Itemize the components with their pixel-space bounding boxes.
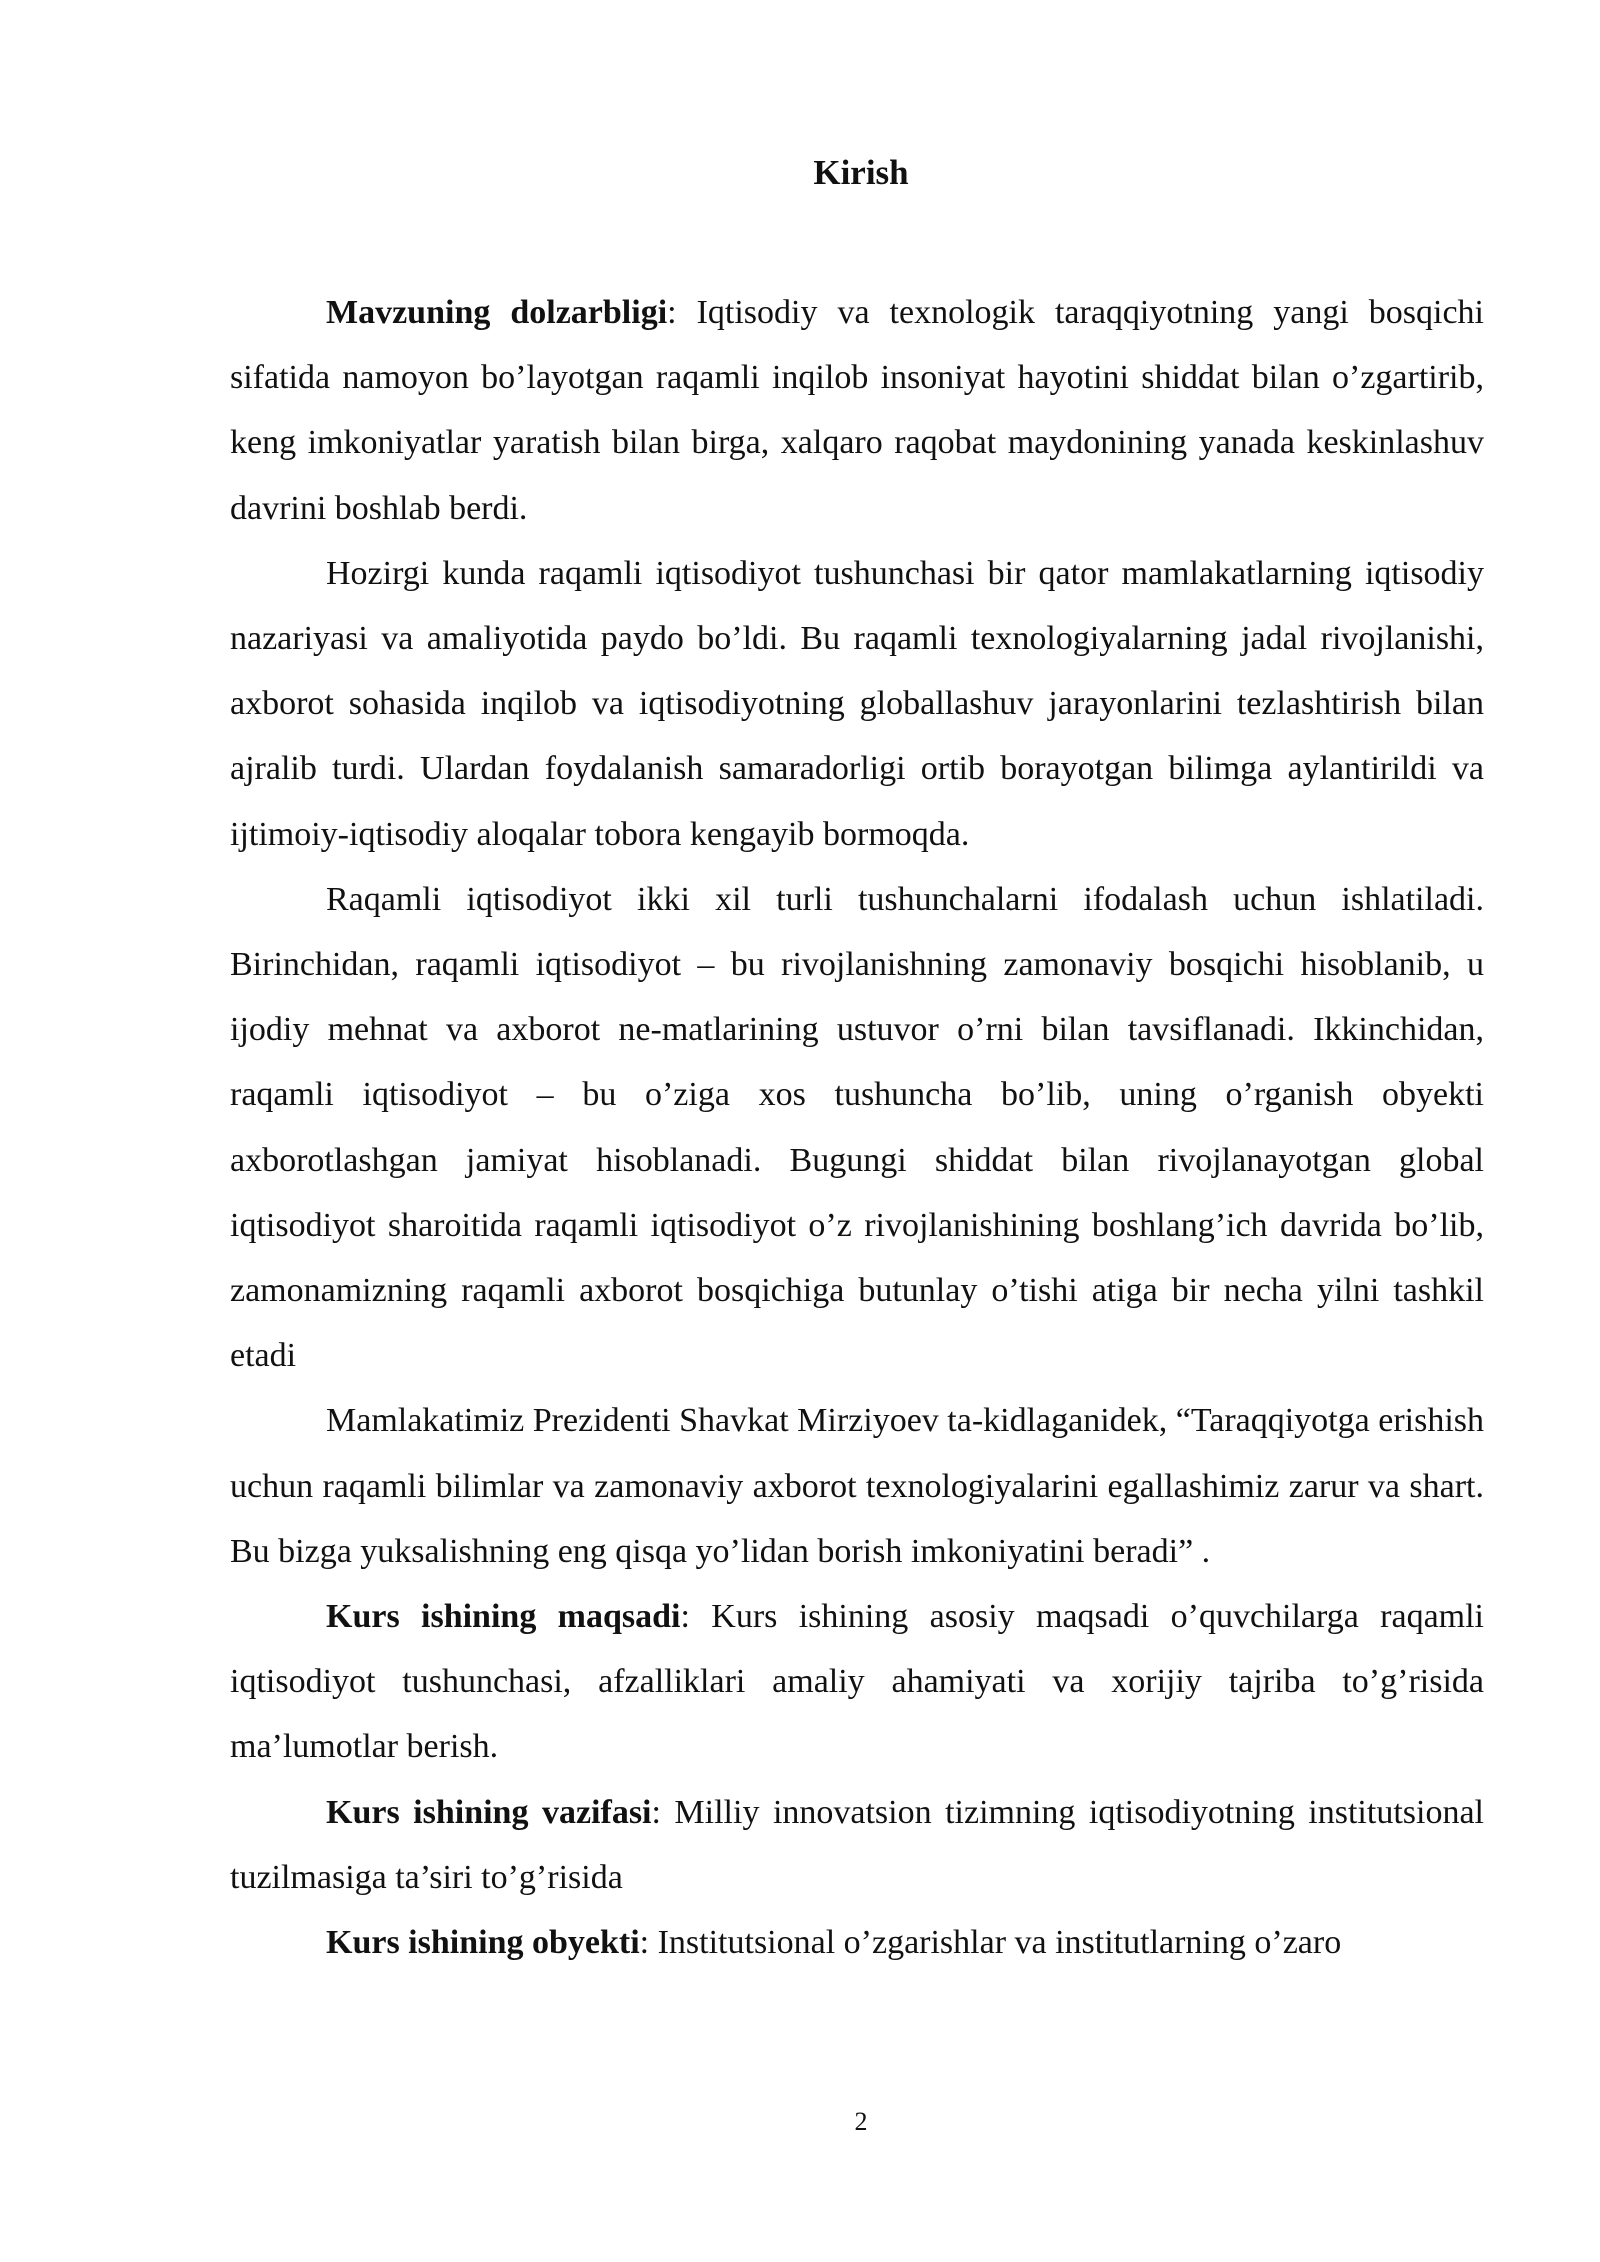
paragraph-label: Kurs ishining obyekti <box>326 1924 640 1962</box>
page-title: Kirish <box>813 153 909 192</box>
paragraph-label: Kurs ishining maqsadi <box>326 1598 681 1636</box>
paragraph-text: : Kurs ishining asosiy maqsadi o’quvchilarga raqamli iqtisodiyot tushunchasi, afzalliklari amaliy ahamiyati va xorijiy tajriba to’g’risida ma’lumotlar berish. <box>230 1598 1485 1766</box>
paragraph-text: : Milliy innovatsion tizimning iqtisodiyotning institutsional tuzilmasiga ta’siri to’g’risida <box>230 1793 1484 1896</box>
paragraph-goal <box>230 1584 1484 1780</box>
paragraph-task <box>230 1780 1484 1910</box>
paragraph-object <box>230 1910 1484 1975</box>
paragraph <box>230 867 1484 1389</box>
paragraph-text: Mamlakatimiz Prezidenti Shavkat Mirziyoev ta-kidlaganidek, “Taraqqiyotga erishish uchun raqamli bilimlar va zamonaviy axborot texnologiyalarini egallashimiz zarur va shart. Bu bizga yuksalishning eng qisqa yo’lidan borish imkoniyatini beradi” . <box>230 1402 1484 1570</box>
document-body <box>230 280 1484 1975</box>
page-number: 2 <box>854 2107 868 2136</box>
paragraph <box>230 541 1484 867</box>
paragraph-label: Kurs ishining vazifasi <box>326 1793 652 1831</box>
paragraph-relevance <box>230 280 1484 541</box>
paragraph-label: Mavzuning dolzarbligi <box>326 294 668 331</box>
paragraph-text: Hozirgi kunda raqamli iqtisodiyot tushunchasi bir qator mamlakatlarning iqtisodiy nazariyasi va amaliyotida paydo bo’ldi. Bu raqamli texnologiyalarning jadal rivojlanishi, axborot sohasida inqilob va iqtisodiyotning globallashuv jarayonlarini tezlashtirish bilan ajralib turdi. Ulardan foydalanish samaradorligi ortib borayotgan bilimga aylantirildi va ijtimoiy-iqtisodiy aloqalar tobora kengayib bormoqda. <box>230 554 1484 853</box>
paragraph-text: : Iqtisodiy va texnologik taraqqiyotning yangi bosqichi sifatida namoyon bo’layotgan raqamli inqilob insoniyat hayotini shiddat bilan o’zgartirib, keng imkoniyatlar yaratish bilan birga, xalqaro raqobat maydonining yanada keskinlashuv davrini boshlab berdi. <box>230 294 1485 527</box>
paragraph-text: Raqamli iqtisodiyot ikki xil turli tushunchalarni ifodalash uchun ishlatiladi. Birinchidan, raqamli iqtisodiyot – bu rivojlanishning zamonaviy bosqichi hisoblanib, u ijodiy mehnat va axborot ne-matlarining ustuvor o’rni bilan tavsiflanadi. Ikkinchidan, raqamli iqtisodiyot – bu o’ziga xos tushuncha bo’lib, uning o’rganish obyekti axborotlashgan jamiyat hisoblanadi. Bugungi shiddat bilan rivojlanayotgan global iqtisodiyot sharoitida raqamli iqtisodiyot o’z rivojlanishining boshlang’ich davrida bo’lib, zamonamizning raqamli axborot bosqichiga butunlay o’tishi atiga bir necha yilni tashkil etadi <box>230 880 1484 1375</box>
paragraph-text: : Institutsional o’zgarishlar va institutlarning o’zaro <box>639 1924 1342 1962</box>
paragraph-quote <box>230 1388 1484 1584</box>
